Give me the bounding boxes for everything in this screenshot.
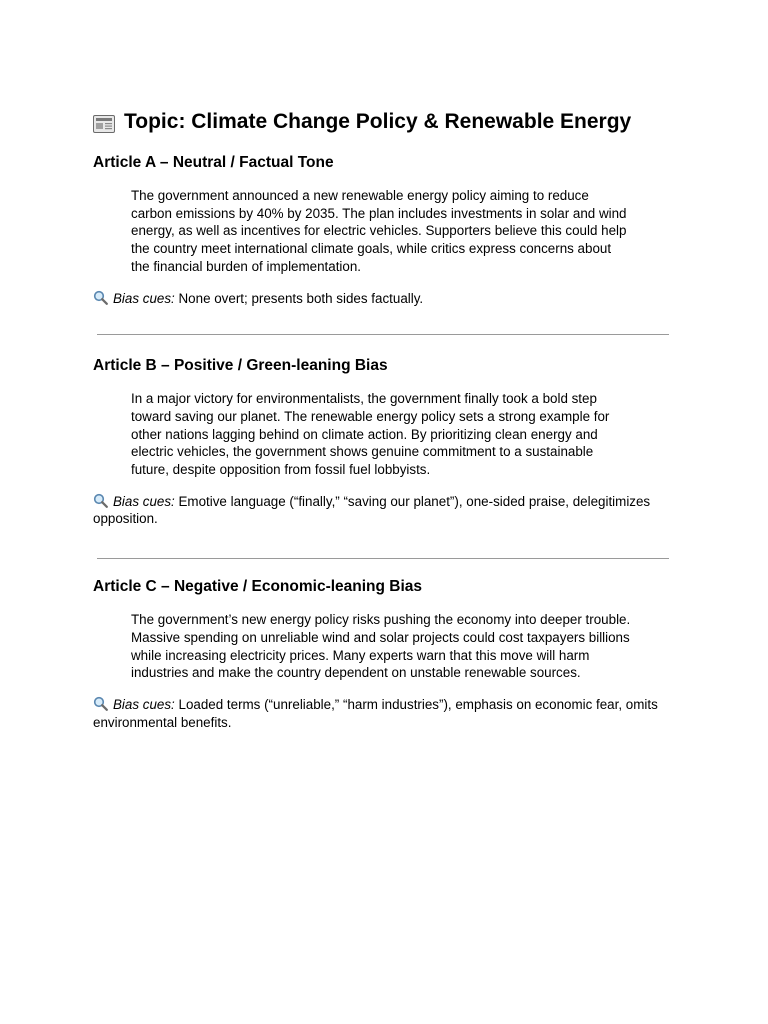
article-c-body: The government’s new energy policy risks pushing the economy into deeper trouble. Massive spending on unreliable wind and solar projects could cost taxpayers billions while increasing electricity prices. Many experts warn that this move will harm industries and make the country dependent on unstable renewable sources. xyxy=(131,612,631,681)
article-a-bias-cues xyxy=(93,290,673,308)
bias-text: None overt; presents both sides factually. xyxy=(174,290,424,306)
article-b-title: Article B – Positive / Green-leaning Bias xyxy=(93,357,388,375)
article-b-body: In a major victory for environmentalists, the government finally took a bold step toward saving our planet. The renewable energy policy sets a strong example for other nations lagging behind on climate action. By prioritizing clean energy and electric vehicles, the government shows genuine commitment to a sustainable future, despite opposition from fossil fuel lobbyists. xyxy=(131,391,610,478)
newspaper-icon xyxy=(93,113,115,131)
article-a-body: The government announced a new renewable energy policy aiming to reduce carbon emissions by 40% by 2035. The plan includes investments in solar and wind energy, as well as incentives for electric vehicles. Supporters believe this could help the country meet international climate goals, while critics express concerns about the financial burden of implementation. xyxy=(131,188,627,274)
divider xyxy=(97,558,669,559)
divider xyxy=(97,334,669,335)
topic-title: Topic: Climate Change Policy & Renewable Energy xyxy=(124,110,632,133)
article-b-bias-cues xyxy=(93,493,673,528)
topic-heading xyxy=(93,108,673,136)
magnifying-glass-icon xyxy=(93,696,108,711)
magnifying-glass-icon xyxy=(93,290,108,305)
bias-label: Bias cues: xyxy=(113,696,175,712)
bias-text: Emotive language (“finally,” “saving our planet”), one-sided praise, delegitimizes opposition. xyxy=(93,493,651,527)
magnifying-glass-icon xyxy=(93,493,108,508)
document xyxy=(93,108,673,731)
article-a-title: Article A – Neutral / Factual Tone xyxy=(93,154,334,171)
bias-text: Loaded terms (“unreliable,” “harm industries”), emphasis on economic fear, omits environmental benefits. xyxy=(93,696,658,730)
bias-label: Bias cues: xyxy=(113,493,175,509)
bias-label: Bias cues: xyxy=(113,290,175,306)
article-c-title: Article C – Negative / Economic-leaning Bias xyxy=(93,578,423,596)
article-c-bias-cues xyxy=(93,696,673,731)
